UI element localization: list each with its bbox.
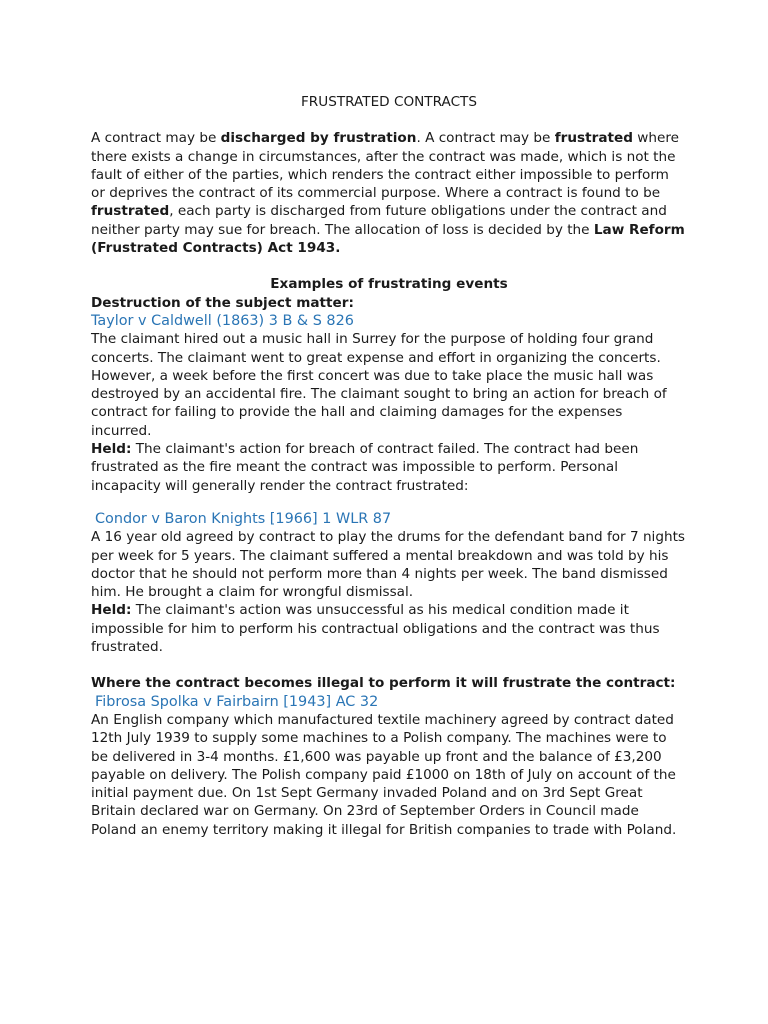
spacer	[91, 495, 687, 510]
case-title-fibrosa-v-fairbairn: Fibrosa Spolka v Fairbairn [1943] AC 32	[95, 693, 379, 710]
case-facts-fibrosa: An English company which manufactured textile machinery agreed by contract dated 12th July 1939 to supply some machines to a Polish company. The machines were to be delivered in 3-4 months. £1,600 was payable up front and the balance of £3,200 payable on delivery. The Polish company paid £1000 on 18th of July on account of the initial payment due. On 1st Sept Germany invaded Poland and on 3rd Sept Great Britain declared war on Germany. On 23rd of September Orders in Council made Poland an enemy territory making it illegal for British companies to trade with Poland.	[91, 711, 677, 838]
intro-text-3: where there exists a change in circumstances, after the contract was made, which is not the fault of either of the parties, which renders the contract either impossible to perform or deprives the contract of its commercial purpose. Where a contract is found to be	[91, 130, 680, 202]
spacer	[91, 656, 687, 674]
examples-heading: Examples of frustrating events	[270, 276, 508, 293]
intro-bold-2: frustrated	[554, 130, 633, 147]
held-text: The claimant's action for breach of contract failed. The contract had been frustrated as the fire meant the contract was impossible to perform. Personal incapacity will generally render the contract frustrated:	[91, 441, 639, 494]
intro-text-1: A contract may be	[91, 130, 221, 147]
held-label: Held:	[91, 441, 132, 458]
intro-bold-1: discharged by frustration	[220, 130, 417, 147]
intro-bold-3: frustrated	[91, 203, 170, 220]
section-heading-illegality: Where the contract becomes illegal to perform it will frustrate the contract:	[91, 675, 676, 692]
case-facts-taylor: The claimant hired out a music hall in Surrey for the purpose of holding four grand concerts. The claimant went to great expense and effort in organizing the concerts. However, a week before the first concert was due to take place the music hall was destroyed by an accidental fire. The claimant sought to bring an action for breach of contract for failing to provide the hall and claiming damages for the expenses incurred.	[91, 331, 667, 439]
intro-text-2: . A contract may be	[416, 130, 555, 147]
intro-bold-4: Law Reform (Frustrated Contracts) Act 1943.	[91, 221, 685, 257]
intro-paragraph	[91, 129, 687, 257]
case-title-condor-v-baron-knights: Condor v Baron Knights [1966] 1 WLR 87	[95, 510, 392, 527]
document-page	[91, 90, 687, 839]
document-title: FRUSTRATED CONTRACTS	[300, 94, 477, 110]
held-text: The claimant's action was unsuccessful as his medical condition made it impossible for him to perform his contractual obligations and the contract was thus frustrated.	[91, 602, 660, 656]
case-facts-condor: A 16 year old agreed by contract to play the drums for the defendant band for 7 nights per week for 5 years. The claimant suffered a mental breakdown and was told by his doctor that he should not perform more than 4 nights per week. The band dismissed him. He brought a claim for wrongful dismissal.	[91, 529, 685, 601]
held-label: Held:	[91, 602, 132, 619]
intro-text-4: , each party is discharged from future obligations under the contract and neither party may sue for breach. The allocation of loss is decided by the	[91, 203, 667, 238]
case-held-taylor	[91, 440, 687, 495]
case-title-taylor-v-caldwell: Taylor v Caldwell (1863) 3 B & S 826	[91, 312, 354, 329]
case-held-condor	[91, 601, 687, 656]
section-heading-destruction: Destruction of the subject matter:	[91, 294, 354, 311]
